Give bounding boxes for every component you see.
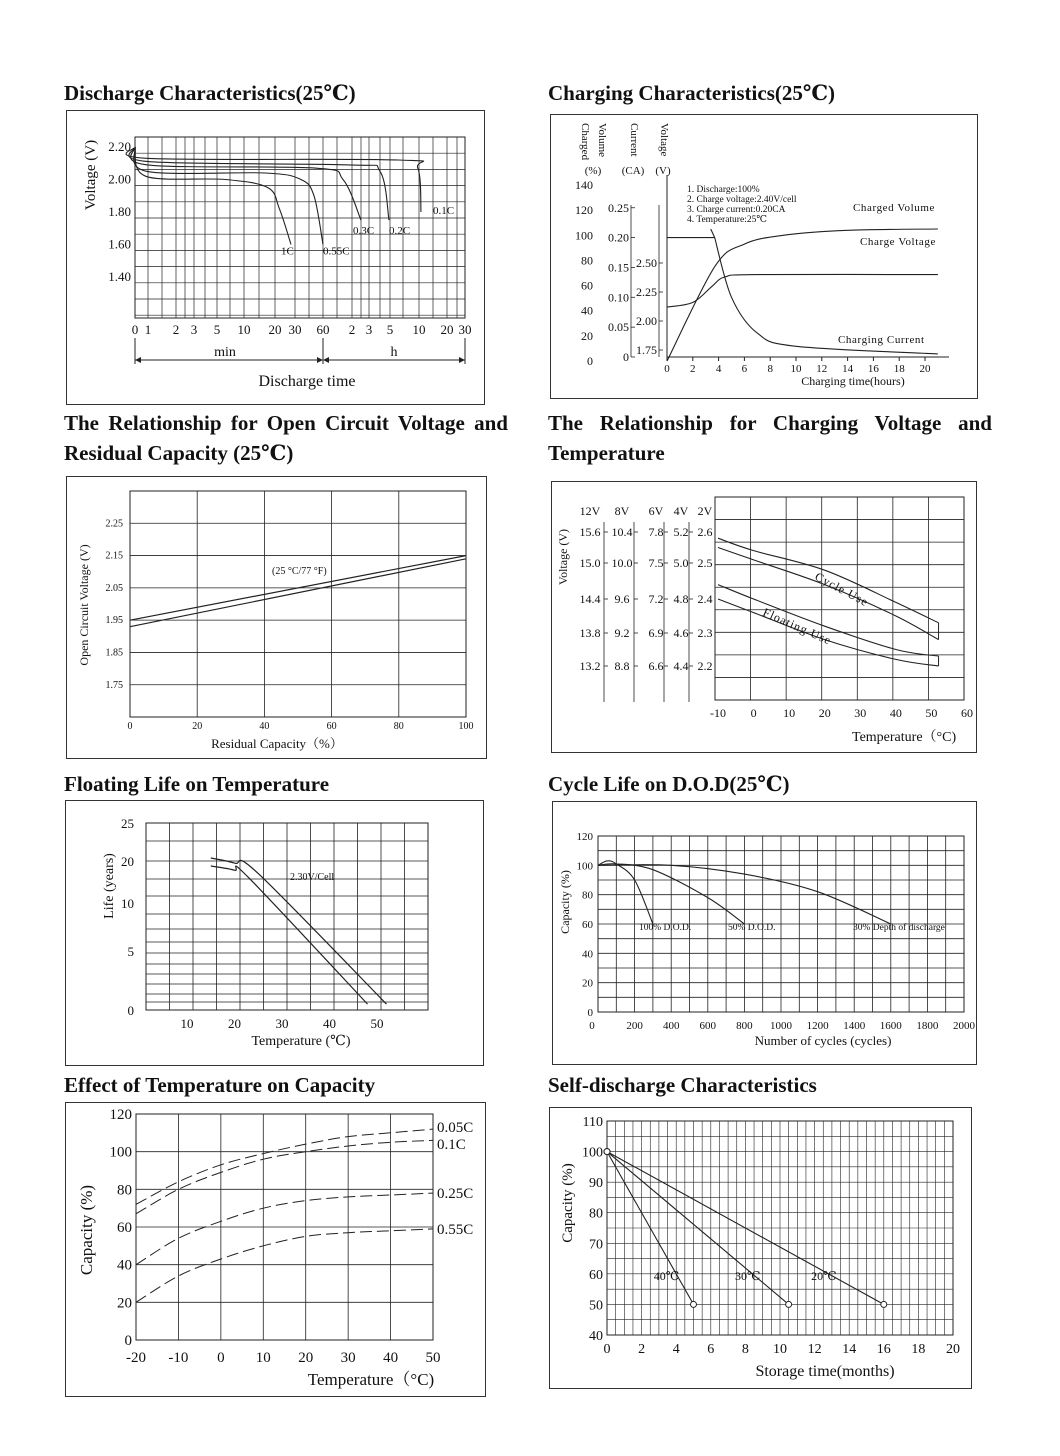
voltage-tick-label: 15.6 bbox=[579, 525, 601, 539]
floatlife-chart-panel bbox=[65, 800, 484, 1066]
p-floatlife-svg bbox=[66, 801, 483, 1065]
y-axis-label: Capacity (%) bbox=[558, 870, 572, 934]
voltage-tick-label: 5.0 bbox=[673, 556, 689, 570]
axis-header-current: Current bbox=[628, 123, 640, 157]
voltage-tick-label: 2.5 bbox=[697, 556, 713, 570]
x-tick-label: 2 bbox=[690, 363, 696, 375]
data-point-marker bbox=[881, 1301, 887, 1307]
voltage-column-header: 8V bbox=[614, 504, 630, 518]
y-tick-label: 60 bbox=[117, 1220, 132, 1236]
voltage-tick-label: 2.3 bbox=[697, 626, 713, 640]
y-tick-label: 60 bbox=[582, 919, 593, 931]
y-tick-label: 80 bbox=[582, 889, 593, 902]
x-tick-label: 12 bbox=[816, 363, 828, 375]
y-tick-label: 40 bbox=[589, 1329, 603, 1344]
x-tick-label: 12 bbox=[807, 1342, 822, 1357]
voltage-column-header: 2V bbox=[697, 504, 713, 518]
x-tick-label: 6 bbox=[707, 1342, 715, 1357]
line-label-20: 20℃ bbox=[811, 1268, 837, 1283]
chart-note: 1. Discharge:100% bbox=[687, 185, 760, 195]
voltage-tick-label: 13.2 bbox=[579, 659, 601, 673]
x-tick-label: 10 bbox=[412, 322, 426, 337]
y-tick-label: 100 bbox=[109, 1144, 132, 1161]
tempcap-chart-panel bbox=[65, 1102, 486, 1397]
y-tick-label: 120 bbox=[109, 1107, 132, 1123]
y-tick-label: 80 bbox=[589, 1206, 603, 1222]
percent-tick-label: 100 bbox=[575, 228, 593, 243]
percent-tick-label: 140 bbox=[575, 178, 593, 192]
discharge-chart-panel bbox=[66, 110, 485, 405]
x-tick-label: 20 bbox=[919, 363, 931, 375]
x-tick-label: 2 bbox=[172, 322, 180, 337]
y-axis-label: Capacity (%) bbox=[560, 1163, 576, 1243]
unit-min-label: min bbox=[214, 345, 236, 360]
voltage-tick-label: 4.8 bbox=[673, 592, 689, 606]
percent-tick-label: 0 bbox=[587, 354, 593, 368]
x-tick-label: 30 bbox=[288, 322, 302, 337]
x-tick-label: 0 bbox=[217, 1350, 225, 1366]
y-tick-label: 20 bbox=[121, 854, 134, 869]
voltage-tick-label: 2.4 bbox=[697, 592, 713, 606]
x-tick-label: 14 bbox=[842, 363, 854, 375]
y-tick-label: 5 bbox=[127, 944, 134, 959]
x-tick-label: 3 bbox=[190, 322, 198, 337]
title-charging: Charging Characteristics(25℃) bbox=[548, 81, 836, 105]
x-tick-label: 400 bbox=[662, 1020, 680, 1032]
voltage-column-header: 4V bbox=[673, 504, 689, 518]
x-tick-label: 10 bbox=[237, 322, 251, 337]
title-cyclelife: Cycle Life on D.O.D(25℃) bbox=[548, 772, 790, 796]
y-tick-label: 1.40 bbox=[108, 269, 131, 284]
title-floatlife: Floating Life on Temperature bbox=[64, 772, 330, 796]
y-tick-label: 120 bbox=[576, 831, 593, 843]
percent-tick-label: 120 bbox=[575, 203, 593, 218]
cyclelife-chart-panel bbox=[552, 801, 977, 1065]
x-tick-label: 100 bbox=[458, 721, 474, 732]
voltage-tick-label: 9.2 bbox=[614, 626, 630, 640]
band-label-cycle-use: Cycle Use bbox=[812, 569, 871, 610]
voltage-tick-label: 7.5 bbox=[648, 556, 664, 570]
chart-annotation: (25 °C/77 °F) bbox=[272, 566, 327, 577]
chgtemp-chart-panel bbox=[551, 481, 977, 753]
y-tick-label: 1.60 bbox=[108, 236, 131, 252]
voltage-tick-label: 7.8 bbox=[648, 525, 664, 539]
x-tick-label: 0 bbox=[750, 706, 757, 720]
current-tick-label: 0.05 bbox=[608, 320, 629, 335]
x-tick-label: 6 bbox=[741, 363, 748, 375]
y-tick-label: 2.00 bbox=[108, 171, 131, 187]
voltage-tick-label: 15.0 bbox=[579, 556, 601, 570]
x-tick-label: 0 bbox=[127, 721, 133, 732]
capacity-curve-0-05c bbox=[136, 1129, 433, 1204]
capacity-curve-0-55c bbox=[136, 1229, 433, 1302]
y-tick-label: 2.25 bbox=[105, 518, 123, 530]
percent-tick-label: 40 bbox=[581, 303, 593, 318]
capacity-curve-0-25c bbox=[136, 1193, 433, 1265]
arrow-head bbox=[135, 357, 141, 363]
x-tick-label: 8 bbox=[767, 363, 773, 375]
x-tick-label: 1400 bbox=[843, 1020, 866, 1032]
y-axis-label: Capacity (%) bbox=[77, 1184, 96, 1276]
voltage-tick-label: 10.0 bbox=[611, 556, 633, 570]
y-tick-label: 2.05 bbox=[105, 582, 123, 594]
band-line-cycle-use-lower bbox=[718, 548, 939, 640]
y-tick-label: 2.15 bbox=[105, 550, 123, 562]
y-tick-label: 1.75 bbox=[105, 679, 123, 691]
x-tick-label: 20 bbox=[818, 706, 831, 720]
discharge-curve-0-3c bbox=[131, 147, 361, 220]
y-tick-label: 100 bbox=[582, 1145, 603, 1161]
plot-frame bbox=[130, 491, 466, 717]
x-tick-label: 10 bbox=[790, 363, 802, 375]
label-charge-voltage: Charge Voltage bbox=[860, 236, 936, 248]
x-tick-label: 200 bbox=[626, 1020, 643, 1032]
axis-header-charged: Charged bbox=[579, 123, 591, 161]
y-tick-label: 60 bbox=[589, 1267, 603, 1283]
x-tick-label: 50 bbox=[370, 1016, 384, 1031]
x-tick-label: 16 bbox=[867, 363, 879, 375]
x-tick-label: 16 bbox=[876, 1342, 891, 1357]
x-tick-label: 10 bbox=[180, 1016, 194, 1031]
y-tick-label: 20 bbox=[117, 1295, 132, 1312]
voltage-tick-label: 2.50 bbox=[636, 256, 657, 270]
x-tick-label: 14 bbox=[842, 1342, 857, 1357]
label-30-dod: 30% Depth of discharge bbox=[853, 923, 945, 933]
x-tick-label: 20 bbox=[298, 1350, 314, 1366]
x-tick-label: 1800 bbox=[916, 1020, 939, 1032]
x-tick-label: 8 bbox=[741, 1342, 749, 1357]
current-tick-label: 0 bbox=[623, 350, 629, 364]
data-point-marker bbox=[786, 1301, 792, 1307]
line-label-40: 40℃ bbox=[653, 1268, 680, 1283]
voltage-tick-label: 5.2 bbox=[673, 525, 689, 539]
voltage-tick-label: 10.4 bbox=[611, 525, 633, 539]
x-tick-label: 1200 bbox=[806, 1020, 829, 1032]
current-tick-label: 0.20 bbox=[608, 230, 629, 245]
x-tick-label: 30 bbox=[854, 706, 867, 720]
x-tick-label: 18 bbox=[911, 1342, 926, 1357]
x-tick-label: 1 bbox=[144, 322, 152, 337]
x-tick-label: -10 bbox=[168, 1350, 189, 1366]
x-tick-label: 30 bbox=[275, 1016, 289, 1031]
percent-tick-label: 20 bbox=[581, 328, 593, 343]
x-axis-label: Residual Capacity（%） bbox=[211, 736, 343, 751]
voltage-tick-label: 14.4 bbox=[579, 592, 601, 606]
curve-label-0-1c: 0.1C bbox=[437, 1137, 466, 1153]
x-tick-label: 0 bbox=[589, 1020, 595, 1032]
y-tick-label: 1.95 bbox=[105, 615, 123, 627]
x-tick-label: 18 bbox=[893, 363, 905, 375]
curve-label-0-2c: 0.2C bbox=[389, 225, 411, 238]
chart-annotation: 2.30V/Cell bbox=[290, 872, 335, 883]
x-tick-label: 80 bbox=[393, 721, 404, 732]
discharge-curve-1c bbox=[135, 147, 291, 245]
x-tick-label: 60 bbox=[961, 706, 973, 720]
current-tick-label: 0.25 bbox=[608, 200, 629, 215]
x-tick-label: 5 bbox=[386, 322, 394, 337]
selfdis-chart-panel bbox=[549, 1107, 972, 1389]
x-tick-label: 4 bbox=[672, 1342, 680, 1357]
curve-label-0-55c: 0.55C bbox=[323, 245, 350, 258]
x-axis-label: Discharge time bbox=[258, 373, 356, 390]
p-tempcap-svg bbox=[66, 1103, 485, 1396]
title-tempcap: Effect of Temperature on Capacity bbox=[64, 1073, 376, 1097]
voltage-tick-label: 8.8 bbox=[614, 659, 630, 673]
unit-h-label: h bbox=[390, 345, 398, 360]
line-label-30: 30℃ bbox=[735, 1268, 761, 1283]
x-tick-label: 20 bbox=[440, 322, 454, 337]
arrow-head bbox=[317, 357, 323, 363]
y-tick-label: 80 bbox=[117, 1182, 132, 1199]
x-tick-label: 40 bbox=[323, 1016, 336, 1031]
curve-label-0-1c: 0.1C bbox=[433, 205, 455, 217]
y-tick-label: 0 bbox=[587, 1007, 593, 1019]
y-axis-label: Life (years) bbox=[102, 853, 117, 919]
x-tick-label: 30 bbox=[458, 322, 472, 337]
voltage-column-header: 12V bbox=[579, 504, 601, 518]
label-charged-volume: Charged Volume bbox=[853, 202, 936, 214]
x-axis-label: Temperature（°C) bbox=[307, 1370, 435, 1389]
curve-label-1c: 1C bbox=[281, 245, 294, 258]
x-tick-label: 0 bbox=[664, 363, 670, 375]
x-tick-label: 800 bbox=[736, 1020, 753, 1032]
voltage-tick-label: 4.6 bbox=[673, 626, 689, 640]
voltage-tick-label: 2.6 bbox=[697, 525, 713, 539]
x-tick-label: 40 bbox=[259, 721, 270, 732]
x-tick-label: 60 bbox=[326, 721, 337, 732]
voltage-tick-label: 9.6 bbox=[614, 592, 630, 606]
band-label-floating-use: Floating Use bbox=[760, 604, 834, 648]
y-tick-label: 90 bbox=[589, 1176, 603, 1192]
current-tick-label: 0.10 bbox=[608, 290, 629, 305]
voltage-tick-label: 6.9 bbox=[648, 626, 664, 640]
y-tick-label: 0 bbox=[127, 1003, 134, 1018]
y-tick-label: 1.85 bbox=[105, 647, 123, 659]
y-tick-label: 100 bbox=[576, 860, 593, 873]
cycle-curve-100-d-o-d bbox=[598, 861, 653, 924]
x-tick-label: -20 bbox=[126, 1350, 146, 1366]
p-selfdis-svg bbox=[550, 1108, 971, 1388]
voltage-tick-label: 4.4 bbox=[673, 659, 689, 673]
x-axis-label: Number of cycles (cycles) bbox=[754, 1033, 892, 1048]
curve-label-0-3c: 0.3C bbox=[353, 225, 375, 238]
voltage-tick-label: 1.75 bbox=[636, 343, 657, 357]
y-tick-label: 20 bbox=[582, 977, 593, 990]
title-selfdis: Self-discharge Characteristics bbox=[548, 1073, 817, 1097]
x-tick-label: 3 bbox=[365, 322, 373, 337]
percent-tick-label: 60 bbox=[581, 278, 593, 293]
y-tick-label: 10 bbox=[121, 896, 134, 911]
x-axis-label: Charging time(hours) bbox=[801, 374, 905, 388]
y-tick-label: 110 bbox=[582, 1115, 603, 1130]
x-tick-label: 1600 bbox=[879, 1020, 902, 1032]
x-tick-label: 20 bbox=[268, 322, 282, 337]
chart-note: 2. Charge voltage:2.40V/cell bbox=[687, 195, 797, 205]
x-tick-label: 10 bbox=[783, 706, 796, 720]
x-tick-label: 1000 bbox=[770, 1020, 792, 1032]
x-tick-label: 10 bbox=[773, 1342, 787, 1357]
series-junction bbox=[711, 229, 715, 238]
label-50-dod: 50% D.O.D. bbox=[728, 923, 776, 933]
axis-unit-v: (V) bbox=[655, 165, 671, 177]
arrow-head bbox=[323, 357, 329, 363]
x-tick-label: 20 bbox=[946, 1342, 960, 1357]
x-tick-label: 10 bbox=[255, 1350, 271, 1366]
x-tick-label: 2 bbox=[348, 322, 356, 337]
chart-note: 3. Charge current:0.20CA bbox=[687, 205, 786, 215]
life-curve-lower bbox=[211, 866, 368, 1004]
x-tick-label: 20 bbox=[192, 721, 203, 732]
curve-label-0-55c: 0.55C bbox=[437, 1222, 474, 1238]
label-100-dod: 100% D.O.D. bbox=[639, 923, 692, 933]
voltage-column-header: 6V bbox=[648, 504, 664, 518]
y-axis-label: Open Circuit Voltage (V) bbox=[77, 544, 91, 666]
x-axis-label: Storage time(months) bbox=[755, 1363, 895, 1380]
p-cyclelife-svg bbox=[553, 802, 976, 1064]
x-tick-label: 5 bbox=[213, 322, 221, 337]
y-axis-label: Voltage (V) bbox=[83, 139, 99, 211]
x-tick-label: 0 bbox=[131, 322, 139, 337]
label-charging-current: Charging Current bbox=[838, 334, 925, 346]
x-axis-label: Temperature（°C) bbox=[852, 730, 957, 745]
x-tick-label: 4 bbox=[715, 363, 722, 375]
x-tick-label: 20 bbox=[228, 1016, 241, 1031]
axis-header-voltage: Voltage bbox=[658, 123, 670, 157]
y-tick-label: 2.20 bbox=[108, 139, 131, 154]
title-ocv: The Relationship for Open Circuit Voltage and Residual Capacity (25℃) bbox=[64, 411, 508, 465]
y-tick-label: 0 bbox=[124, 1333, 132, 1349]
p-chgtemp-svg bbox=[552, 482, 976, 752]
voltage-tick-label: 2.2 bbox=[697, 659, 713, 673]
y-tick-label: 40 bbox=[582, 948, 593, 961]
x-tick-label: 40 bbox=[889, 706, 902, 720]
x-tick-label: 2 bbox=[638, 1342, 646, 1357]
y-tick-label: 25 bbox=[121, 816, 134, 831]
x-tick-label: 50 bbox=[925, 706, 938, 720]
y-tick-label: 50 bbox=[589, 1298, 603, 1314]
current-tick-label: 0.15 bbox=[608, 260, 629, 275]
percent-tick-label: 80 bbox=[581, 253, 593, 268]
x-axis-label: Temperature (℃) bbox=[251, 1034, 351, 1049]
x-tick-label: -10 bbox=[710, 706, 726, 720]
x-tick-label: 30 bbox=[340, 1350, 356, 1366]
axis-header-volume: Volume bbox=[596, 123, 608, 158]
x-tick-label: 2000 bbox=[953, 1020, 975, 1032]
p-ocv-svg bbox=[67, 477, 486, 758]
curve-label-0-25c: 0.25C bbox=[437, 1186, 474, 1202]
x-tick-label: 50 bbox=[425, 1350, 441, 1366]
voltage-tick-label: 6.6 bbox=[648, 659, 664, 673]
axis-unit-percent: (%) bbox=[584, 165, 602, 177]
x-tick-label: 600 bbox=[699, 1020, 717, 1032]
y-tick-label: 1.80 bbox=[108, 204, 131, 219]
voltage-tick-label: 2.25 bbox=[636, 285, 657, 299]
x-tick-label: 0 bbox=[603, 1342, 611, 1357]
y-tick-label: 40 bbox=[117, 1257, 132, 1274]
y-axis-label: Voltage (V) bbox=[556, 528, 570, 586]
title-discharge: Discharge Characteristics(25℃) bbox=[64, 81, 356, 105]
curve-label-0-05c: 0.05C bbox=[437, 1120, 474, 1136]
x-tick-label: 40 bbox=[383, 1350, 399, 1366]
chart-note: 4. Temperature:25℃ bbox=[687, 215, 767, 225]
voltage-tick-label: 13.8 bbox=[579, 626, 601, 640]
data-point-marker bbox=[604, 1149, 610, 1155]
p-discharge-svg bbox=[67, 111, 484, 404]
arrow-head bbox=[459, 357, 465, 363]
voltage-tick-label: 7.2 bbox=[648, 592, 664, 606]
x-tick-label: 60 bbox=[316, 322, 330, 337]
y-tick-label: 70 bbox=[589, 1237, 603, 1253]
p-charging-svg bbox=[551, 115, 977, 398]
data-point-marker bbox=[691, 1301, 697, 1307]
axis-unit-ca: (CA) bbox=[621, 165, 645, 177]
charging-chart-panel bbox=[550, 114, 978, 399]
ocv-chart-panel bbox=[66, 476, 487, 759]
title-chgtemp: The Relationship for Charging Voltage and Temperature bbox=[548, 411, 992, 465]
voltage-tick-label: 2.00 bbox=[636, 314, 657, 328]
